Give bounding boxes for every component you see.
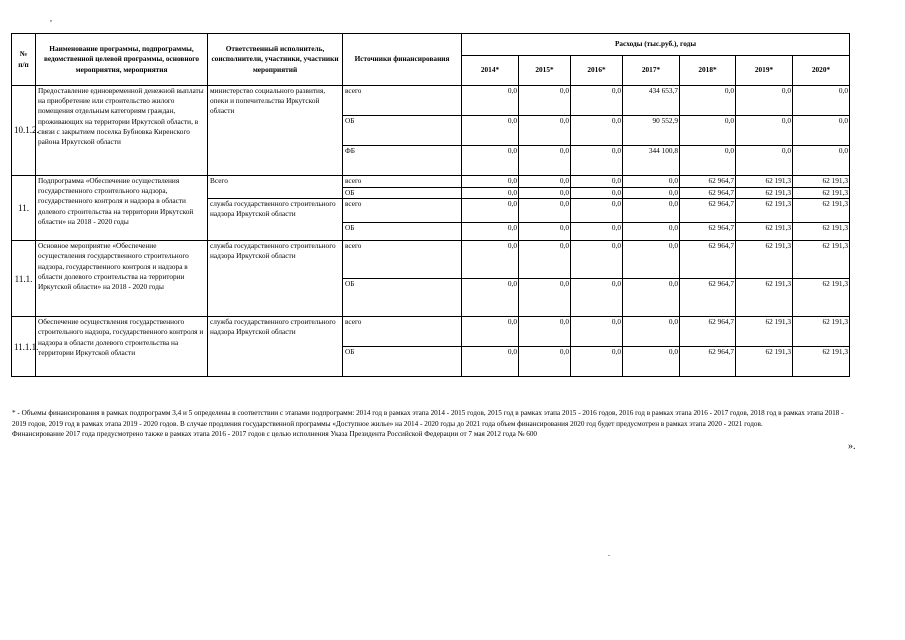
row-value: 62 191,3 xyxy=(736,347,793,377)
row-value: 434 653,7 xyxy=(623,86,680,116)
row-value: 0,0 xyxy=(623,279,680,317)
row-value: 0,0 xyxy=(462,199,519,223)
row-value: 0,0 xyxy=(793,146,850,176)
row-executor: служба государственного строительного надзора Иркутской области xyxy=(208,199,343,241)
row-value: 0,0 xyxy=(571,116,623,146)
row-value: 0,0 xyxy=(462,176,519,188)
header-year: 2018* xyxy=(680,56,736,86)
row-program-name: Обеспечение осуществления государственного строительного надзора, государственного контроля и надзора в области долевого строительства на территории Иркутской области xyxy=(36,317,208,377)
row-program-name: Основное мероприятие «Обеспечение осуществления государственного строительного надзора, государственного контроля и надзора в области долевого строительства на территории Иркутской области» на 2018 - 2020 годы xyxy=(36,241,208,317)
row-value: 62 191,3 xyxy=(793,199,850,223)
row-value: 0,0 xyxy=(462,317,519,347)
header-year: 2020* xyxy=(793,56,850,86)
row-source: всего xyxy=(343,176,462,188)
row-value: 0,0 xyxy=(462,188,519,199)
row-value: 62 191,3 xyxy=(793,241,850,279)
row-value: 62 964,7 xyxy=(680,279,736,317)
row-value: 0,0 xyxy=(519,146,571,176)
row-value: 62 964,7 xyxy=(680,347,736,377)
row-value: 0,0 xyxy=(736,116,793,146)
row-value: 0,0 xyxy=(571,317,623,347)
row-value: 0,0 xyxy=(571,241,623,279)
row-source: ОБ xyxy=(343,116,462,146)
header-source: Источники финансирования xyxy=(343,34,462,86)
row-source: всего xyxy=(343,199,462,223)
row-value: 0,0 xyxy=(623,188,680,199)
row-value: 344 100,8 xyxy=(623,146,680,176)
row-value: 62 964,7 xyxy=(680,317,736,347)
footnote-2017: Финансирование 2017 года предусмотрено также в рамках этапа 2016 - 2017 годов с целью исполнения Указа Президента Российской Федерации от 7 мая 2012 года № 600 xyxy=(12,430,538,438)
row-value: 0,0 xyxy=(519,86,571,116)
header-expenses: Расходы (тыс.руб.), годы xyxy=(462,34,850,56)
row-value: 62 191,3 xyxy=(736,279,793,317)
row-value: 62 191,3 xyxy=(793,317,850,347)
table-row xyxy=(12,176,850,188)
row-value: 0,0 xyxy=(623,241,680,279)
row-source: ОБ xyxy=(343,279,462,317)
row-program-name: Предоставление единовременной денежной выплаты на приобретение или строительство жилого помещения отдельным категориям граждан, проживающих на территории Иркутской области, в связи с закрытием поселка Бубновка Киренского района Иркутской области xyxy=(36,86,208,176)
row-executor: служба государственного строительного надзора Иркутской области xyxy=(208,241,343,317)
header-year: 2017* xyxy=(623,56,680,86)
row-value: 0,0 xyxy=(519,347,571,377)
row-executor: служба государственного строительного надзора Иркутской области xyxy=(208,317,343,377)
header-year: 2014* xyxy=(462,56,519,86)
row-value: 0,0 xyxy=(736,146,793,176)
row-code: 11.1. xyxy=(12,241,36,317)
row-code: 10.1.2. xyxy=(12,86,36,176)
row-value: 62 964,7 xyxy=(680,241,736,279)
row-code: 11.1.1. xyxy=(12,317,36,377)
row-value: 62 191,3 xyxy=(793,223,850,241)
row-value: 0,0 xyxy=(623,317,680,347)
table-row xyxy=(12,86,850,116)
row-value: 0,0 xyxy=(623,176,680,188)
header-program: Наименование программы, подпрограммы, ведомственной целевой программы, основного мероприятия, мероприятия xyxy=(36,34,208,86)
table-row xyxy=(12,317,850,347)
header-year: 2016* xyxy=(571,56,623,86)
row-value: 62 191,3 xyxy=(736,223,793,241)
row-value: 62 191,3 xyxy=(793,347,850,377)
row-value: 0,0 xyxy=(519,188,571,199)
header-year: 2015* xyxy=(519,56,571,86)
row-value: 0,0 xyxy=(519,116,571,146)
row-value: 62 191,3 xyxy=(793,176,850,188)
row-value: 62 191,3 xyxy=(736,317,793,347)
table-header xyxy=(12,34,850,86)
row-value: 62 191,3 xyxy=(736,199,793,223)
row-value: 0,0 xyxy=(519,317,571,347)
table-row xyxy=(12,241,850,279)
row-source: ОБ xyxy=(343,347,462,377)
row-value: 0,0 xyxy=(571,223,623,241)
row-source: всего xyxy=(343,241,462,279)
row-source: ОБ xyxy=(343,188,462,199)
row-source: ОБ xyxy=(343,223,462,241)
row-value: 0,0 xyxy=(571,347,623,377)
row-value: 0,0 xyxy=(462,116,519,146)
row-value: 62 964,7 xyxy=(680,176,736,188)
row-code: 11. xyxy=(12,176,36,241)
row-value: 62 191,3 xyxy=(736,188,793,199)
row-program-name: Подпрограмма «Обеспечение осуществления государственного строительного надзора, государственного контроля и надзора в области долевого строительства на территории Иркутской области» на 2018 - 2020 годы xyxy=(36,176,208,241)
row-value: 0,0 xyxy=(571,176,623,188)
row-value: 62 191,3 xyxy=(736,176,793,188)
row-source: всего xyxy=(343,317,462,347)
row-value: 0,0 xyxy=(571,199,623,223)
header-year: 2019* xyxy=(736,56,793,86)
row-value: 0,0 xyxy=(519,241,571,279)
row-value: 0,0 xyxy=(623,223,680,241)
row-source: всего xyxy=(343,86,462,116)
footnotes xyxy=(12,408,844,440)
row-value: 0,0 xyxy=(680,86,736,116)
row-source: ФБ xyxy=(343,146,462,176)
expenses-table xyxy=(11,33,850,377)
row-value: 0,0 xyxy=(462,86,519,116)
row-executor: Всего xyxy=(208,176,343,199)
row-value: 0,0 xyxy=(680,146,736,176)
row-value: 0,0 xyxy=(623,199,680,223)
row-value: 0,0 xyxy=(519,176,571,188)
scan-mark: , xyxy=(50,14,52,23)
row-value: 0,0 xyxy=(571,279,623,317)
row-value: 0,0 xyxy=(680,116,736,146)
row-value: 62 191,3 xyxy=(793,188,850,199)
row-value: 0,0 xyxy=(462,223,519,241)
row-value: 62 964,7 xyxy=(680,223,736,241)
row-value: 0,0 xyxy=(793,116,850,146)
row-value: 0,0 xyxy=(519,199,571,223)
row-value: 0,0 xyxy=(462,347,519,377)
row-value: 0,0 xyxy=(793,86,850,116)
row-value: 0,0 xyxy=(736,86,793,116)
footnote-stages: * - Объемы финансирования в рамках подпрограмм 3,4 и 5 определены в соответствии с этапами подпрограмм: 2014 год в рамках этапа 2014 - 2015 годов, 2015 год в рамках этапа 2015 - 2016 годов, 2016 год в рамках этапа 2016 - 2017 годов, 2018 год в рамках этапа 2018 - 2019 годов, 2019 год в рамках этапа 2019 - 2020 годов. В случае продления государственной программы «Доступное жилье» на 2014 - 2020 годы до 2021 года объем финансирования 2020 год будет предусмотрен в рамках этапа 2020 - 2021 годов. xyxy=(12,409,844,428)
header-executor: Ответственный исполнитель, соисполнители, участники, участники мероприятий xyxy=(208,34,343,86)
row-value: 0,0 xyxy=(623,347,680,377)
row-value: 0,0 xyxy=(462,146,519,176)
header-num: № п/п xyxy=(12,34,36,86)
row-value: 0,0 xyxy=(519,279,571,317)
row-value: 0,0 xyxy=(571,146,623,176)
closing-quote: ». xyxy=(848,441,856,452)
row-value: 0,0 xyxy=(571,86,623,116)
row-value: 0,0 xyxy=(519,223,571,241)
row-value: 62 964,7 xyxy=(680,199,736,223)
row-value: 62 191,3 xyxy=(793,279,850,317)
row-value: 0,0 xyxy=(571,188,623,199)
row-value: 0,0 xyxy=(462,241,519,279)
row-value: 62 191,3 xyxy=(736,241,793,279)
row-value: 62 964,7 xyxy=(680,188,736,199)
row-value: 0,0 xyxy=(462,279,519,317)
scan-mark: . xyxy=(608,549,610,558)
row-executor: министерство социального развития, опеки и попечительства Иркутской области xyxy=(208,86,343,176)
table-body xyxy=(12,86,850,377)
row-value: 90 552,9 xyxy=(623,116,680,146)
